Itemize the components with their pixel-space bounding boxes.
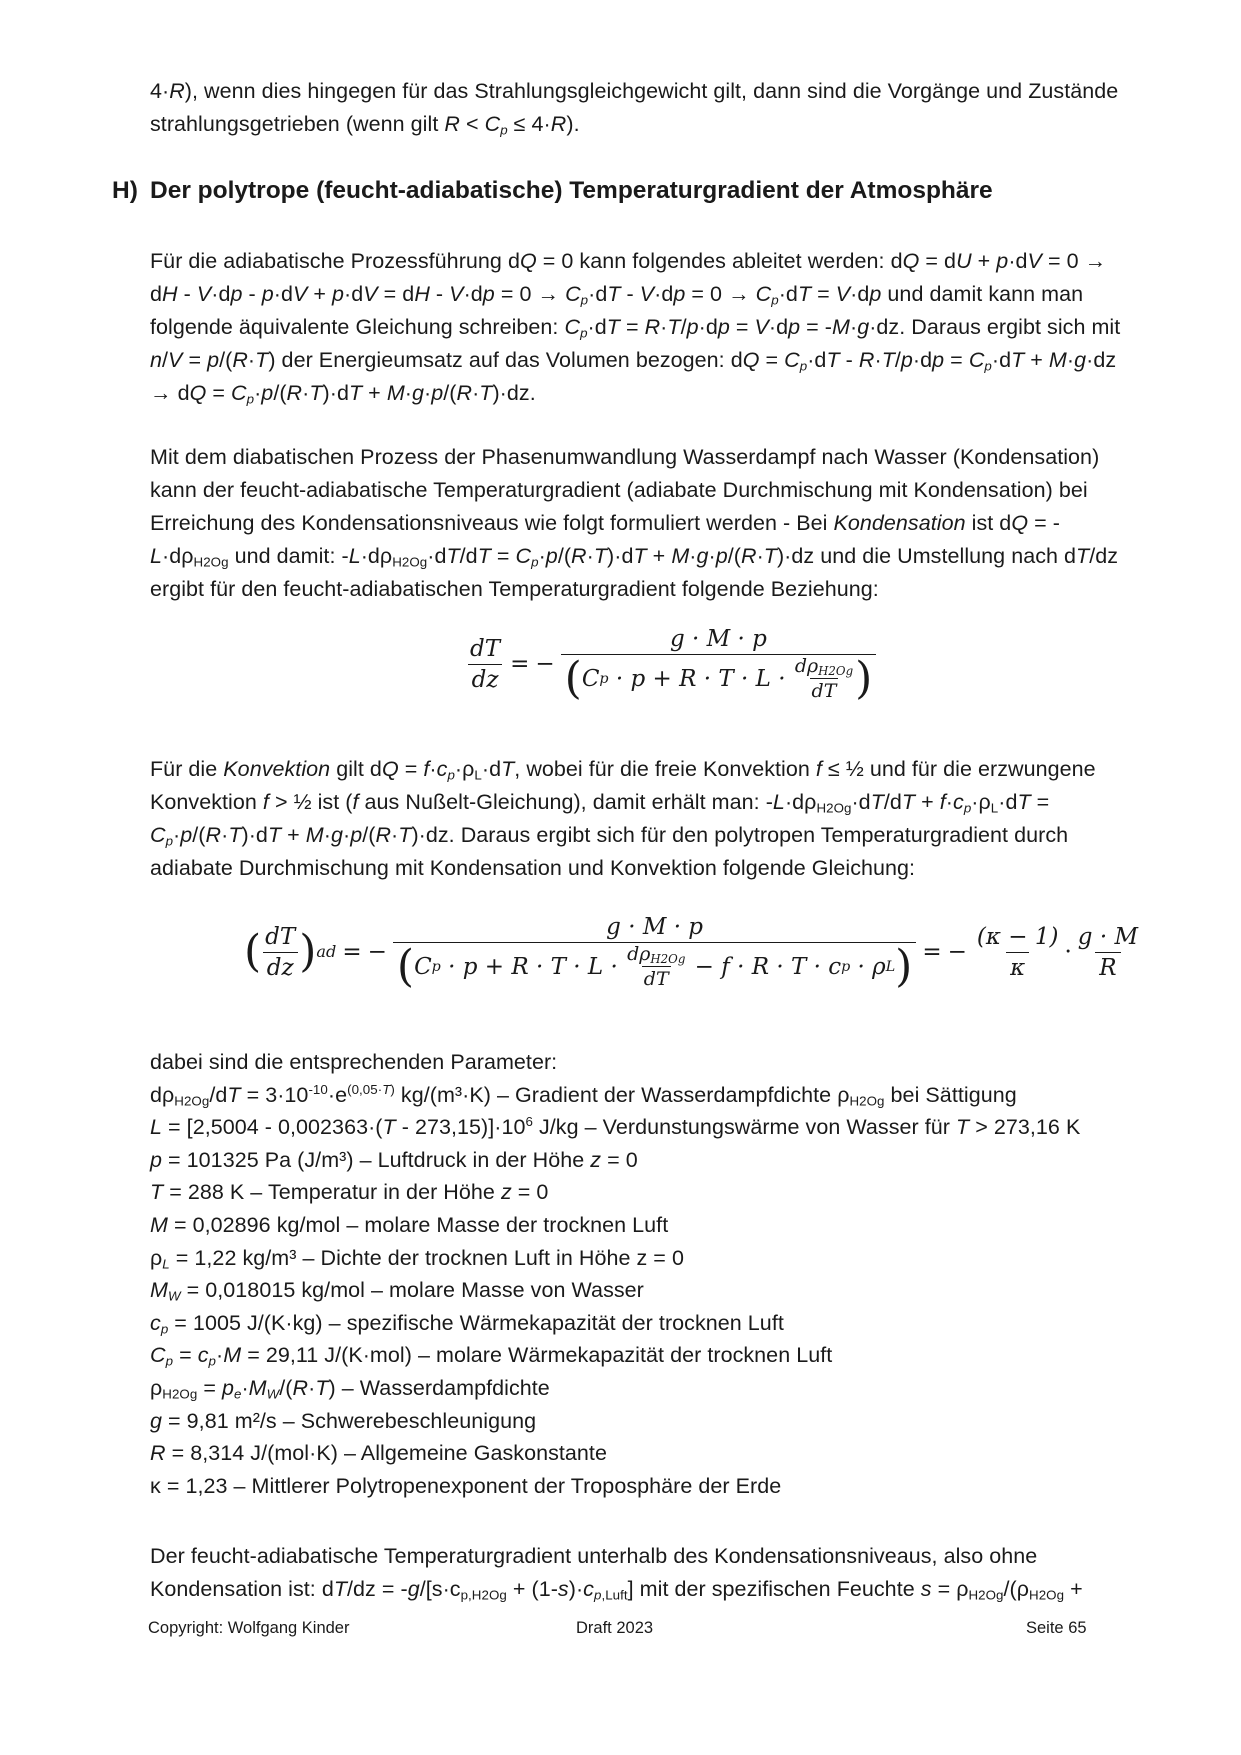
parameter-item: $\rho_{H2Og} = p_e\cdot M_W/(R\cdot T)$ – Wasserdampfdichte (150, 1375, 550, 1402)
eq1-rhs-fraction: g · M · p ( C p · p + R · T · L · $d\rho_{H2Og}$ dT ) (561, 626, 877, 702)
parameters-intro: dabei sind die entsprechenden Parameter: (150, 1050, 558, 1074)
footer-page-number: Seite 65 (1026, 1619, 1087, 1637)
text-line: $L\cdot d\rho_{H2Og}$ und damit: $-L\cdot d\rho_{H2Og}\cdot dT/dT = C_p\cdot p/(R\cdot T)\cdot dT + M\cdot g\cdot p/(R\cdot T)\cdot dz$ und die Umstellung nach dT/dz (150, 544, 1119, 570)
eq1-lhs-fraction: $\frac{dT}{dz}$ (466, 636, 504, 693)
parameter-item: T = 288 K – Temperatur in der Höhe z = 0 (150, 1180, 549, 1205)
section-heading (112, 174, 993, 208)
equation-moist-adiabatic: $\frac{dT}{dz}$ = − g · M · p ( C p · p + R · T · L · $d\rho_{H2Og}$ dT ) (466, 626, 876, 702)
parameter-item: $M_W = 0,018015$ kg/mol – molare Masse von Wasser (150, 1278, 644, 1304)
eq2-gm-fraction: $\frac{g \cdot M}{R}$ (1077, 923, 1138, 981)
section-title: Der polytrope (feucht-adiabatische) Temperaturgradient der Atmosphäre (150, 177, 993, 204)
text-line: dH - V·dp - p·dV + p·dV = dH - $V\cdot dp = 0 \to C_p\cdot dT - V\cdot dp = 0 \to C_p\cdot dT = V\cdot dp$ und damit kann man (150, 282, 1084, 308)
parameter-item: p = 101325 Pa (J/m³) – Luftdruck in der Höhe z = 0 (150, 1147, 638, 1172)
parameter-item: $d\rho_{H2Og}/dT = 3\cdot 10^{-10}\cdot e^{(0,05\cdot T)}$ kg/(m³·K) – Gradient der Wasserdampfdichte $\rho_{H2Og}$ bei Sättigung (150, 1081, 1017, 1108)
text-line: kann der feucht-adiabatische Temperaturgradient (adiabate Durchmischung mit Kondensation) bei (150, 478, 1088, 502)
parameter-item: M = 0,02896 kg/mol – molare Masse der trocknen Luft (150, 1212, 669, 1237)
section-number: H) (112, 177, 138, 204)
footer-copyright: Copyright: Wolfgang Kinder (148, 1619, 350, 1637)
eq2-main-fraction: g · M · p ( C p · p + R · T · L · $d\rho_{H2Og}$ dT − f · R · T · c p · ρ L ) (393, 914, 916, 990)
parameter-item: κ = 1,23 – Mittlerer Polytropenexponent der Troposphäre der Erde (150, 1473, 782, 1498)
text-line: → dQ = $C_p\cdot p/(R\cdot T)\cdot dT + M\cdot g\cdot p/(R\cdot T)\cdot dz$. (150, 381, 536, 407)
parameters-section (150, 1046, 1160, 1502)
text-line: Für die Konvektion gilt dQ = $f\cdot c_p\cdot\rho_L\cdot dT$, wobei für die freie Konvektion f ≤ ½ und für die erzwungene (150, 757, 1096, 783)
text-line: Für die adiabatische Prozessführung dQ = 0 kann folgendes ableitet werden: dQ = dU + p·dV = 0 → (150, 249, 1107, 273)
paragraph-condensation (150, 441, 1160, 606)
equation-polytropic: ( $\frac{dT}{dz}$ ) ad = − g · M · p ( C p · p + R · T · L · $d\rho_{H2Og}$ dT − f · R · T · c p · ρ L ) = − $\frac{(\kappa - 1)}{\kappa}$ · $\frac{g \cdot M}{R}$ (244, 914, 1142, 990)
intro-line-2: strahlungsgetrieben (wenn gilt $R < C_p \le 4\cdot R$). (150, 112, 580, 138)
parameter-item: R = 8,314 J/(mol·K) – Allgemeine Gaskonstante (150, 1441, 607, 1466)
paragraph-convection (150, 753, 1160, 885)
text-line: Mit dem diabatischen Prozess der Phasenumwandlung Wasserdampf nach Wasser (Kondensation) (150, 445, 1100, 469)
eq2-kappa-fraction: $\frac{(\kappa - 1)}{\kappa}$ (976, 923, 1059, 981)
parameter-item: $\rho_L = 1,22$ kg/m³ – Dichte der trocknen Luft in Höhe z = 0 (150, 1245, 684, 1271)
intro-line-1: 4·R), wenn dies hingegen für das Strahlungsgleichgewicht gilt, dann sind die Vorgänge und Zustände (150, 79, 1119, 103)
paragraph-below-condensation (150, 1540, 1160, 1606)
text-line: $C_p\cdot p/(R\cdot T)\cdot dT + M\cdot g\cdot p/(R\cdot T)\cdot dz$. Daraus ergibt sich für den polytropen Temperaturgradient durch (150, 823, 1069, 849)
text-line: Erreichung des Kondensationsniveaus wie folgt formuliert werden - Bei Kondensation ist dQ = - (150, 511, 1060, 535)
text-line: adiabate Durchmischung mit Kondensation und Konvektion folgende Gleichung: (150, 856, 916, 880)
footer-draft: Draft 2023 (576, 1619, 654, 1637)
parameter-item: $c_p = 1005$ J/(K·kg) – spezifische Wärmekapazität der trocknen Luft (150, 1310, 784, 1337)
intro-continuation (150, 75, 1160, 141)
parameter-item: $C_p = c_p\cdot M = 29,11$ J/(K·mol) – molare Wärmekapazität der trocknen Luft (150, 1343, 833, 1369)
text-line: Konvektion f > ½ ist (f aus Nußelt-Gleichung), damit erhält man: $-L\cdot d\rho_{H2Og}\cdot dT/dT + f\cdot c_p\cdot\rho_L\cdot dT$ = (150, 790, 1050, 816)
text-line: Der feucht-adiabatische Temperaturgradient unterhalb des Kondensationsniveaus, also ohne (150, 1544, 1038, 1568)
paragraph-adiabatic (150, 245, 1160, 410)
text-line: n/V = p/(R·T) der Energieumsatz auf das Volumen bezogen: dQ = $C_p\cdot dT - R\cdot T/p\cdot dp = C_p\cdot dT + M\cdot g\cdot dz$ (150, 348, 1117, 374)
parameter-item: g = 9,81 m²/s – Schwerebeschleunigung (150, 1408, 537, 1433)
parameter-item: $L = [2,5004 - 0,002363\cdot(T - 273,15)]\cdot 10^6$ J/kg – Verdunstungswärme von Wasser für T > 273,16 K (150, 1114, 1081, 1140)
eq2-lhs-fraction: $\frac{dT}{dz}$ (261, 924, 299, 981)
text-line: ergibt für den feucht-adiabatischen Temperaturgradient folgende Beziehung: (150, 577, 879, 601)
text-line: folgende äquivalente Gleichung schreiben: $C_p\cdot dT = R\cdot T/p\cdot dp = V\cdot dp = -M\cdot g\cdot dz$. Daraus ergibt sich mit (150, 315, 1121, 341)
text-line: Kondensation ist: $dT/dz = -g/[s\cdot c_{p,H2Og} + (1-s)\cdot c_{p,Luft}]$ mit der spezifischen Feuchte $s = \rho_{H2Og}/(\rho_{H2Og}$ + (150, 1577, 1083, 1603)
